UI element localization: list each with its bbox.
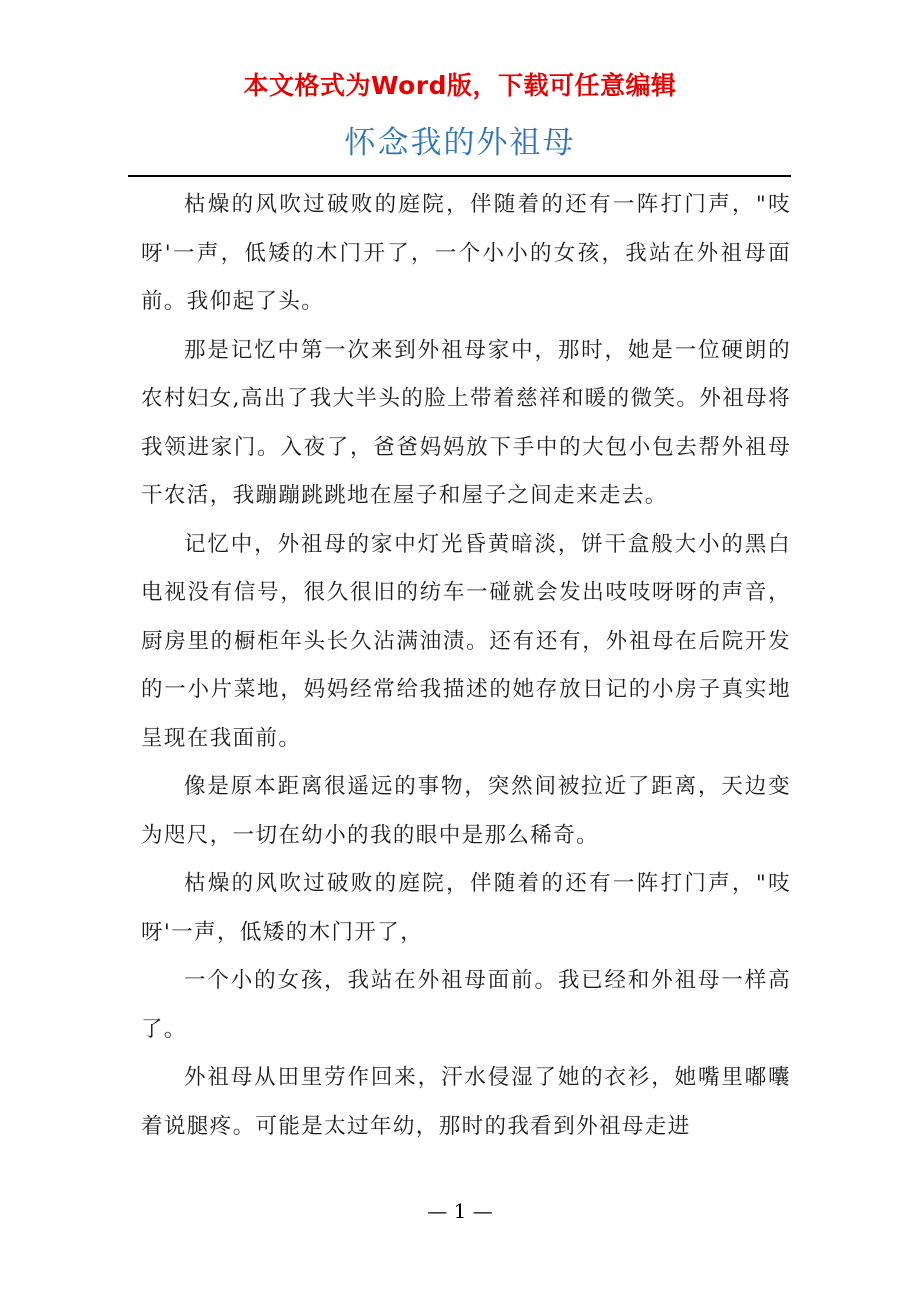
paragraph-1: 枯燥的风吹过破败的庭院，伴随着的还有一阵打门声，"吱呀'一声，低矮的木门开了，一个小小的女孩，我站在外祖母面前。我仰起了头。 [141, 192, 791, 314]
paragraph-5: 枯燥的风吹过破败的庭院，伴随着的还有一阵打门声，"吱呀'一声，低矮的木门开了， [141, 871, 791, 945]
paragraph-2: 那是记忆中第一次来到外祖母家中，那时，她是一位硬朗的农村妇女,高出了我大半头的脸上带着慈祥和暖的微笑。外祖母将我领进家门。入夜了，爸爸妈妈放下手中的大包小包去帮外祖母干农活，我蹦蹦跳跳地在屋子和屋子之间走来走去。 [141, 337, 791, 508]
paragraph-7: 外祖母从田里劳作回来，汗水侵湿了她的衣衫，她嘴里嘟囔着说腿疼。可能是太过年幼，那时的我看到外祖母走进 [141, 1065, 791, 1139]
paragraph-4: 像是原本距离很遥远的事物，突然间被拉近了距离，天边变为咫尺，一切在幼小的我的眼中是那么稀奇。 [141, 774, 791, 848]
document-title: 怀念我的外祖母 [344, 125, 576, 161]
paragraph-3: 记忆中，外祖母的家中灯光昏黄暗淡，饼干盒般大小的黑白电视没有信号，很久很旧的纺车一碰就会发出吱吱呀呀的声音，厨房里的橱柜年头长久沾满油渍。还有还有，外祖母在后院开发的一小片菜地，妈妈经常给我描述的她存放日记的小房子真实地呈现在我面前。 [141, 531, 791, 751]
page-number: — 1 — [427, 1199, 493, 1223]
document-body [141, 181, 791, 1151]
format-notice-banner: 本文格式为Word版，下载可任意编辑 [243, 71, 677, 100]
paragraph-6: 一个小的女孩，我站在外祖母面前。我已经和外祖母一样高了。 [141, 968, 791, 1042]
title-divider [128, 175, 791, 177]
